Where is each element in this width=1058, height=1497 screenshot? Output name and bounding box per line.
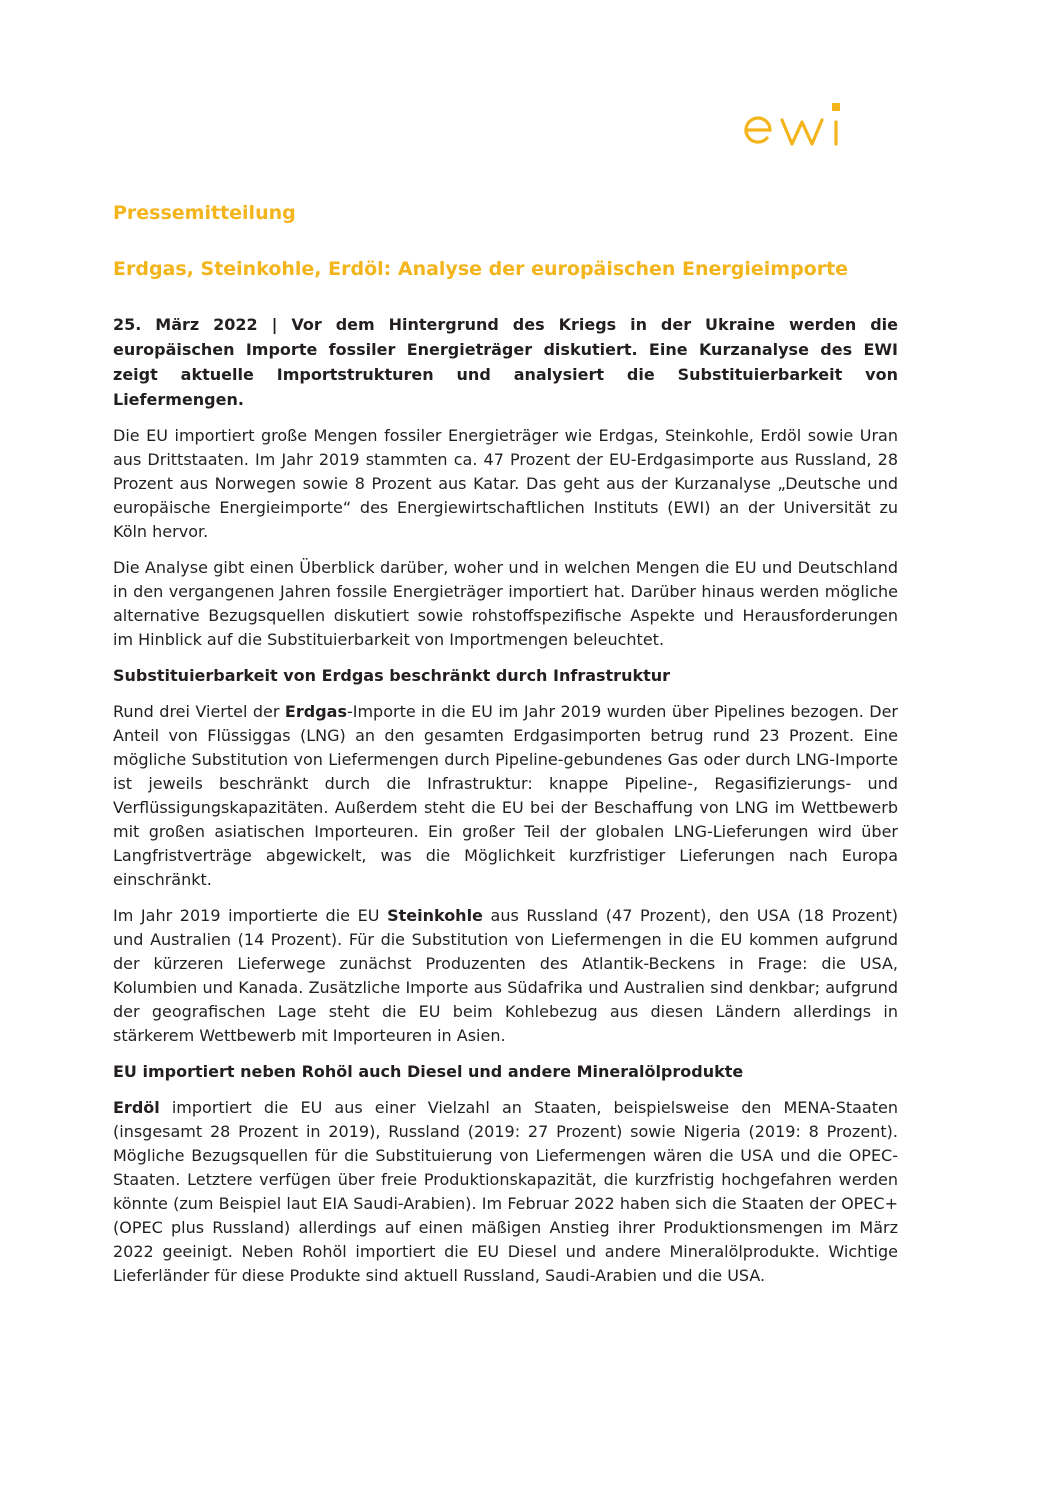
body-paragraph xyxy=(113,904,898,1048)
ewi-logo xyxy=(740,100,870,152)
section-heading: Substituierbarkeit von Erdgas beschränkt durch Infrastruktur xyxy=(113,666,671,685)
body-paragraph: Die EU importiert große Mengen fossiler Energieträger wie Erdgas, Steinkohle, Erdöl sowie Uran aus Drittstaaten. Im Jahr 2019 stammten ca. 47 Prozent der EU-Erdgasimporte aus Russland, 28 Prozent aus Norwegen sowie 8 Prozent aus Katar. Das geht aus der Kurzanalyse „Deutsche und europäische Energieimporte“ des Energiewirtschaftlichen Instituts (EWI) an der Universität zu Köln hervor. xyxy=(113,426,898,541)
document-title: Erdgas, Steinkohle, Erdöl: Analyse der europäischen Energieimporte xyxy=(113,258,849,280)
press-release xyxy=(113,200,898,1288)
body-paragraph xyxy=(113,700,898,892)
section-heading: EU importiert neben Rohöl auch Diesel und andere Mineralölprodukte xyxy=(113,1062,744,1081)
body-paragraph: Die Analyse gibt einen Überblick darüber, woher und in welchen Mengen die EU und Deutschland in den vergangenen Jahren fossile Energieträger importiert hat. Darüber hinaus werden mögliche alternative Bezugsquellen diskutiert sowie rohstoffspezifische Aspekte und Herausforderungen im Hinblick auf die Substituierbarkeit von Importmengen beleuchtet. xyxy=(113,558,898,649)
paragraph-text: importiert die EU aus einer Vielzahl an Staaten, beispielsweise den MENA-Staaten (insgesamt 28 Prozent in 2019), Russland (2019: 27 Prozent) sowie Nigeria (2019: 8 Prozent). Mögliche Bezugsquellen für die Substituierung von Liefermengen wären die USA und die OPEC-Staaten. Letztere verfügen über freie Produktionskapazität, die kurzfristig hochgefahren werden könnte (zum Beispiel laut EIA Saudi-Arabien). Im Februar 2022 haben sich die Staaten der OPEC+ (OPEC plus Russland) allerdings auf einen mäßigen Anstieg ihrer Produktionsmengen im März 2022 geeinigt. Neben Rohöl importiert die EU Diesel und andere Mineralölprodukte. Wichtige Lieferländer für diese Produkte sind aktuell Russland, Saudi-Arabien und die USA. xyxy=(113,1098,898,1285)
paragraph-text: -Importe in die EU im Jahr 2019 wurden über Pipelines bezogen. Der Anteil von Flüssiggas (LNG) an den gesamten Erdgasimporten betrug rund 23 Prozent. Eine mögliche Substitution von Liefermengen durch Pipeline-gebundenes Gas oder durch LNG-Importe ist jeweils beschränkt durch die Infrastruktur: knappe Pipeline-, Regasifizierungs- und Verflüssigungskapazitäten. Außerdem steht die EU bei der Beschaffung von LNG im Wettbewerb mit großen asiatischen Importeuren. Ein großer Teil der globalen LNG-Lieferungen wird über Langfristverträge abgewickelt, was die Möglichkeit kurzfristiger Lieferungen nach Europa einschränkt. xyxy=(113,702,899,889)
keyword: Erdgas xyxy=(284,702,347,721)
keyword: Erdöl xyxy=(113,1098,160,1117)
paragraph-text: aus Russland (47 Prozent), den USA (18 Prozent) und Australien (14 Prozent). Für die Substitution von Liefermengen in die EU kommen aufgrund der kürzeren Lieferwege zunächst Produzenten des Atlantik-Beckens in Frage: die USA, Kolumbien und Kanada. Zusätzliche Importe aus Südafrika und Australien sind denkbar; aufgrund der geografischen Lage steht die EU beim Kohlebezug aus diesen Ländern allerdings in stärkerem Wettbewerb mit Importeuren in Asien. xyxy=(113,906,899,1045)
paragraph-text: Im Jahr 2019 importierte die EU xyxy=(113,906,388,925)
document-kicker: Pressemitteilung xyxy=(113,202,296,224)
lead-paragraph: 25. März 2022 | Vor dem Hintergrund des Kriegs in der Ukraine werden die europäischen Importe fossiler Energieträger diskutiert. Eine Kurzanalyse des EWI zeigt aktuelle Importstrukturen und analysiert die Substituierbarkeit von Liefermengen. xyxy=(113,315,898,409)
ewi-logo-mark xyxy=(740,100,870,152)
keyword: Steinkohle xyxy=(387,906,483,925)
paragraph-text: Rund drei Viertel der xyxy=(113,702,285,721)
body-paragraph xyxy=(113,1096,898,1288)
